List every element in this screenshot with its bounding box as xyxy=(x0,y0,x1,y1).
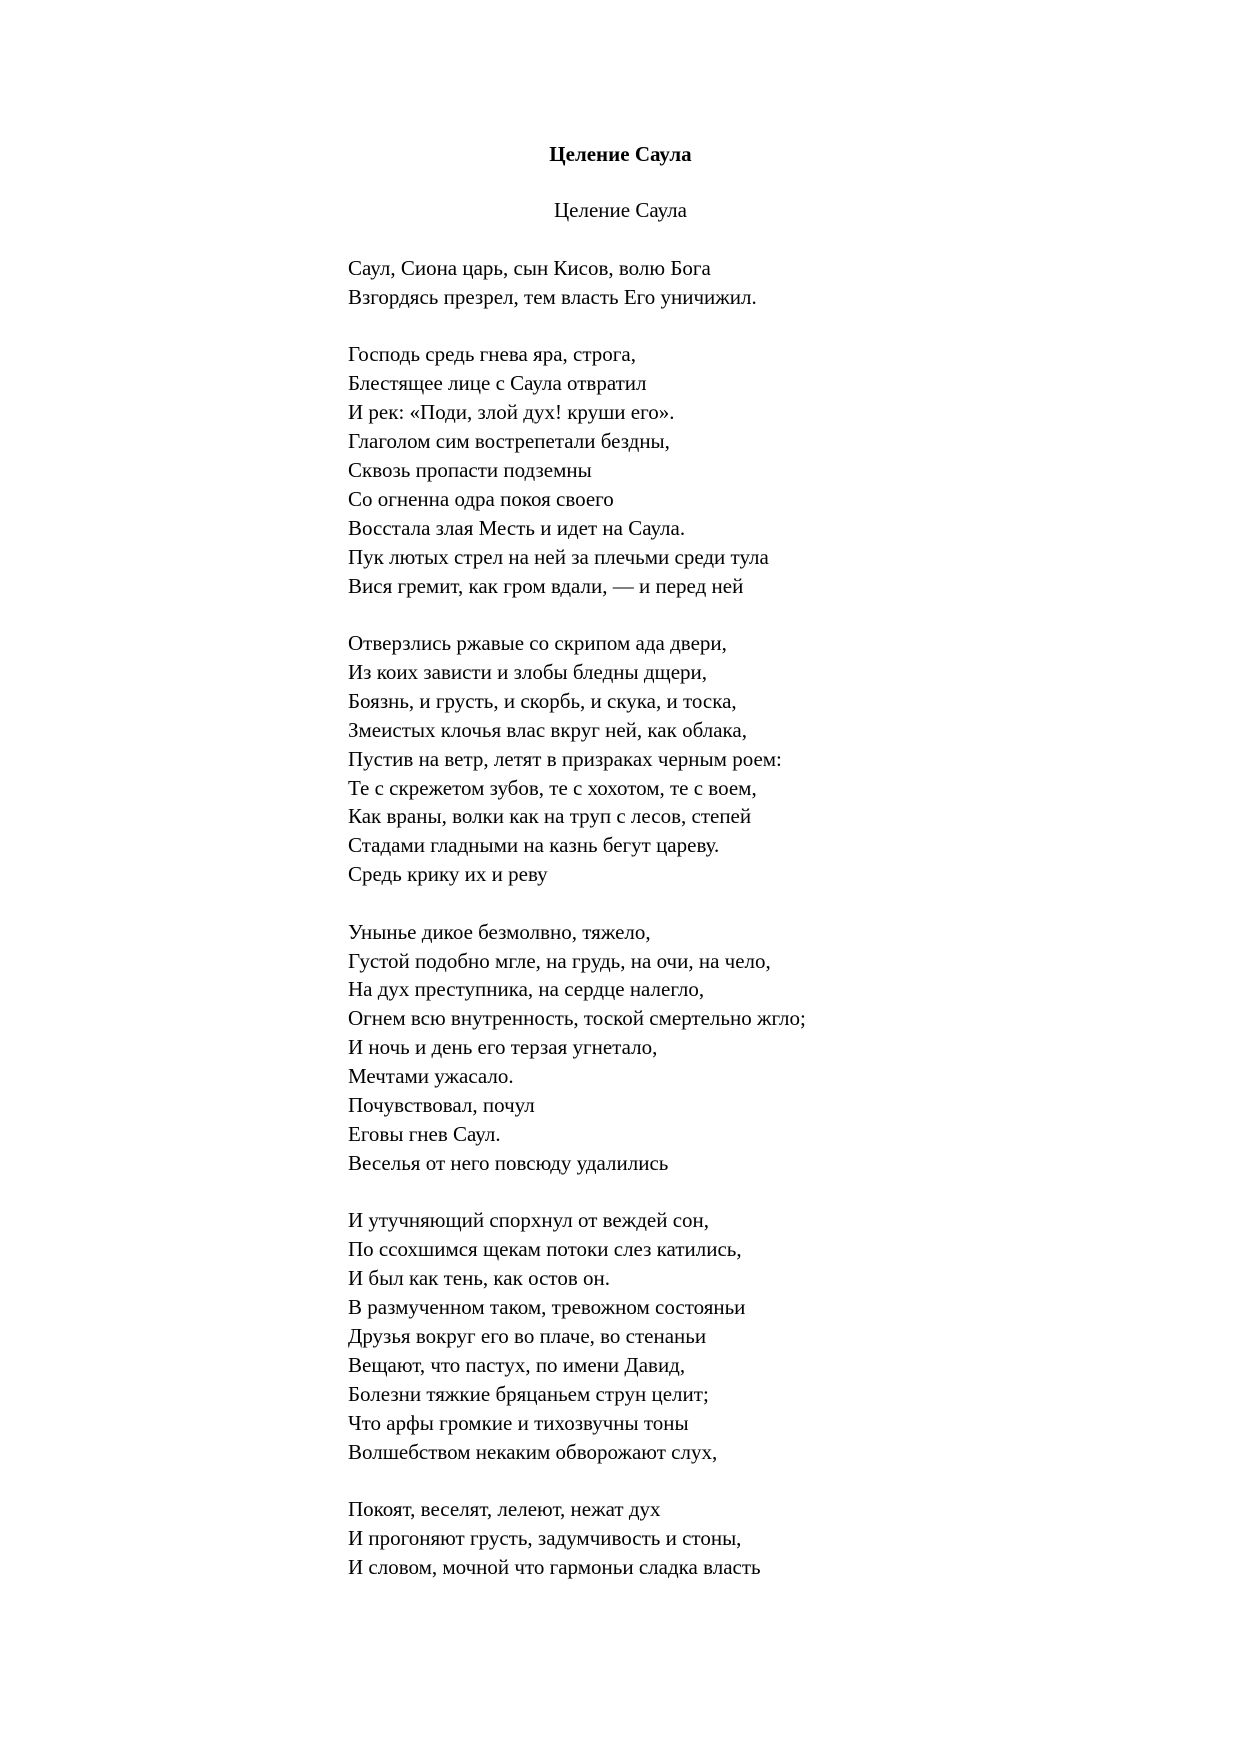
poem-line: Огнем всю внутренность, тоской смертельно жгло; xyxy=(348,1006,806,1031)
poem-line: Пустив на ветр, летят в призраках черным роем: xyxy=(348,746,782,771)
poem-line: Стадами гладными на казнь бегут цареву. xyxy=(348,833,720,858)
poem-line: Мечтами ужасало. xyxy=(348,1064,514,1089)
poem-line: Вися гремит, как гром вдали, — и перед ней xyxy=(348,573,744,598)
poem-line: И ночь и день его терзая угнетало, xyxy=(348,1035,658,1060)
poem-line: Волшебством некаким обворожают слух, xyxy=(348,1439,718,1464)
poem-line: Густой подобно мгле, на грудь, на очи, на чело, xyxy=(348,948,771,973)
poem-line: Боязнь, и грусть, и скорбь, и скука, и тоска, xyxy=(348,688,737,713)
document-subtitle: Целение Саула xyxy=(554,198,687,222)
poem-line: И словом, мочной что гармоньи сладка власть xyxy=(348,1554,761,1579)
poem-line: Веселья от него повсюду удалились xyxy=(348,1150,669,1175)
poem-line: Друзья вокруг его во плаче, во стенаньи xyxy=(348,1323,707,1348)
poem-line: В размученном таком, тревожном состояньи xyxy=(348,1295,746,1319)
poem-line: Отверзлись ржавые со скрипом ада двери, xyxy=(348,630,727,655)
poem-line: Что арфы громкие и тихозвучны тоны xyxy=(348,1410,689,1435)
poem-line: Средь крику их и реву xyxy=(348,862,548,887)
stanza-2 xyxy=(348,340,1128,600)
poem-line: Господь средь гнева яра, строга, xyxy=(348,342,636,367)
poem-line: Из коих зависти и злобы бледны дщери, xyxy=(348,659,708,684)
poem-line: Болезни тяжкие бряцаньем струн целит; xyxy=(348,1381,709,1406)
stanza-1 xyxy=(348,254,1128,312)
stanza-3 xyxy=(348,629,1128,889)
poem-line: По ссохшимся щекам потоки слез катились, xyxy=(348,1237,742,1262)
poem-line: Сквозь пропасти подземны xyxy=(348,457,592,482)
poem-line: Унынье дикое безмолвно, тяжело, xyxy=(348,919,651,944)
poem-line: Почувствовал, почул xyxy=(348,1093,535,1118)
poem-line: И был как тень, как остов он. xyxy=(348,1266,610,1291)
stanza-6 xyxy=(348,1495,1128,1582)
poem-line: Со огненна одра покоя своего xyxy=(348,486,614,511)
poem-line: Как враны, волки как на труп с лесов, степей xyxy=(348,804,752,829)
poem-line: Глаголом сим вострепетали бездны, xyxy=(348,429,670,454)
stanza-4 xyxy=(348,918,1128,1178)
poem-line: Змеистых клочья влас вкруг ней, как облака, xyxy=(348,717,747,742)
poem-line: Пук лютых стрел на ней за плечьми среди тула xyxy=(348,544,769,569)
stanza-5 xyxy=(348,1206,1128,1466)
document-title: Целение Саула xyxy=(549,142,692,166)
poem-line: И рек: «Поди, злой дух! круши его». xyxy=(348,400,675,425)
poem-line: Взгордясь презрел, тем власть Его уничижил. xyxy=(348,284,757,309)
poem-line: Еговы гнев Саул. xyxy=(348,1121,501,1146)
poem-line: Саул, Сиона царь, сын Кисов, волю Бога xyxy=(348,256,711,280)
poem-line: Те с скрежетом зубов, те с хохотом, те с воем, xyxy=(348,775,757,800)
poem-line: Вещают, что пастух, по имени Давид, xyxy=(348,1352,686,1377)
poem-body xyxy=(348,254,1128,1610)
poem-line: Покоят, веселят, лелеют, нежат дух xyxy=(348,1496,661,1521)
poem-line: И утучняющий спорхнул от веждей сон, xyxy=(348,1208,710,1233)
poem-line: Блестящее лице с Саула отвратил xyxy=(348,371,647,396)
poem-line: Восстала злая Месть и идет на Саула. xyxy=(348,515,686,540)
poem-line: На дух преступника, на сердце налегло, xyxy=(348,977,705,1002)
poem-line: И прогоняют грусть, задумчивость и стоны, xyxy=(348,1525,742,1550)
